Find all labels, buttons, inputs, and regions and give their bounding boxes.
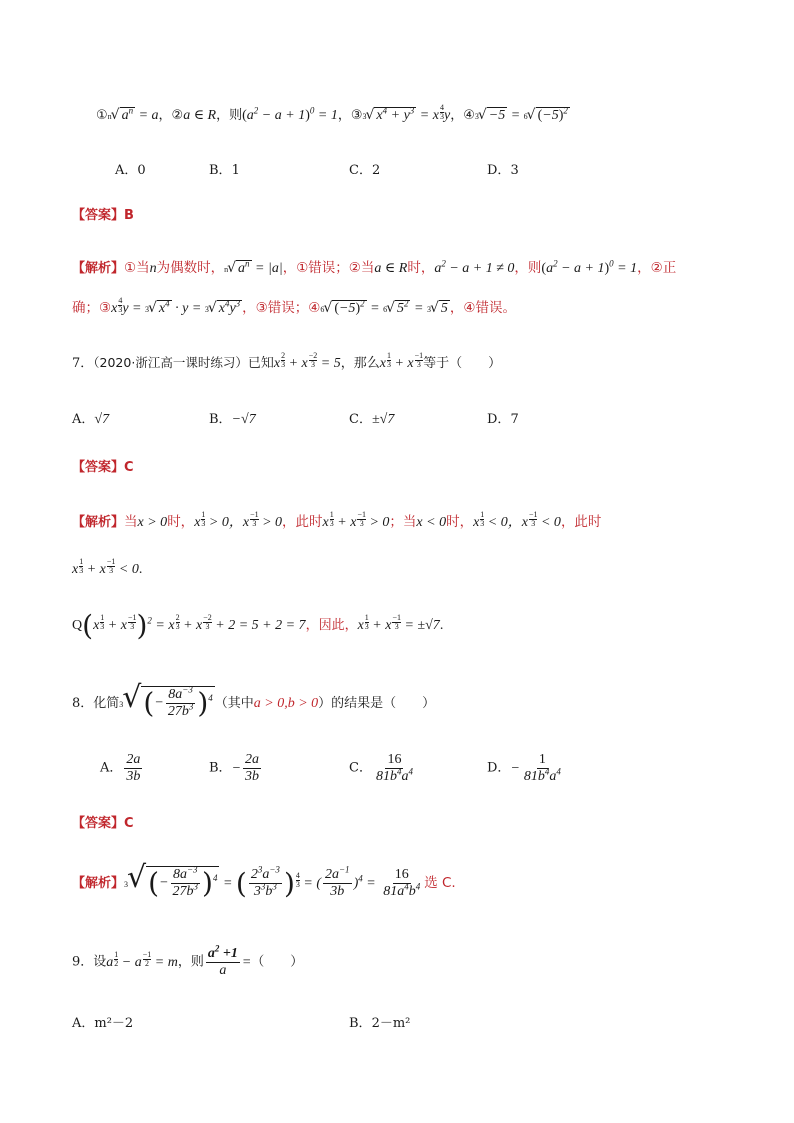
question-source: （2020·浙江高一课时练习） [93, 355, 248, 370]
q8-analysis [72, 860, 456, 900]
analysis-text: 时， [446, 514, 474, 530]
q8-answer [72, 812, 134, 831]
q9-option-a[interactable] [72, 1012, 133, 1031]
analysis-text: ①当 [124, 260, 150, 276]
q6-option-b[interactable] [209, 159, 240, 178]
analysis-expr: $a^2 - a + 1 \ne 0$ [434, 258, 515, 276]
q6-sep-4: ，④ [450, 108, 475, 123]
analysis-text: ，则 [514, 260, 542, 276]
question-text: ，则 [177, 954, 204, 970]
q9-statement [72, 943, 304, 979]
analysis-text: ，④错误。 [449, 300, 516, 316]
analysis-expr: x $\frac{1}{3}$ > 0，x $\frac{-1}{3}$ > 0 [194, 510, 283, 530]
q6-expr-3: $(a^2 - a + 1)^0 = 1$ [242, 105, 338, 123]
analysis-text: ，此时 [560, 514, 602, 530]
question-text: 设 [93, 954, 107, 970]
analysis-text: 确；③ [72, 300, 112, 316]
option-value: ±√7 [371, 412, 395, 427]
option-value: 0 [137, 163, 146, 178]
analysis-text: ，②正 [637, 260, 677, 276]
q7-given-expr: x $\frac{2}{3}$ + x $\frac{-2}{3}$ = 5 [273, 351, 341, 371]
analysis-expr: x < 0 [416, 515, 447, 530]
option-letter: A． [100, 760, 123, 776]
q8-option-c[interactable] [349, 752, 417, 785]
q6-expr-2: a ∈ R [183, 108, 217, 123]
q7-analysis-line-1 [72, 510, 601, 531]
option-letter: A． [72, 412, 95, 427]
option-letter: D． [487, 760, 511, 776]
q8-statement [72, 680, 435, 720]
q6-option-a[interactable] [115, 159, 146, 178]
analysis-text: 选 C. [424, 875, 456, 891]
question-text: （ ） [251, 954, 304, 970]
q6-sep-3: ，③ [337, 108, 363, 123]
answer-value: C [124, 816, 134, 831]
answer-label: 【答案】 [72, 460, 125, 475]
option-letter: D． [487, 412, 511, 427]
analysis-expr: a ∈ R [374, 261, 408, 276]
analysis-expr: x $\frac{1}{3}$ + x $\frac{-1}{3}$ < 0. [72, 557, 143, 577]
analysis-text: ，①错误；②当 [282, 260, 375, 276]
q9-option-b[interactable] [349, 1012, 410, 1031]
q6-expr-4: 3 √ $x^4 + y^3$ = x $\frac{4}{3}$ y [362, 103, 451, 123]
answer-label: 【答案】 [72, 208, 125, 223]
q8-option-b[interactable] [209, 752, 263, 785]
option-value: √7 [94, 412, 110, 427]
option-value: 2 [371, 163, 381, 178]
question-number: 8． [72, 696, 94, 711]
q6-analysis-line-2 [72, 296, 516, 317]
option-value: $\frac{2a}{3b}$ [126, 752, 141, 784]
analysis-text: 当 [124, 514, 138, 530]
q6-statement [96, 104, 570, 124]
q6-expr-1: n √ $a^n$ = a [107, 105, 159, 123]
option-letter: B． [209, 760, 232, 776]
analysis-text: ，此时 [282, 514, 323, 530]
analysis-expr: 3 √ (− $\frac{8a^{-3}}{27b^3}$ )$^4$ = ( $\frac{2^3a^{-3}}{3^3b^3}$ ) $\frac{4}{3}$ = ( $\frac{2a^{-1}}{3b}$ )$^4$ = $\frac{16}{81a^4b^4}$ [124, 860, 421, 900]
option-letter: B． [349, 1016, 372, 1031]
q6-option-d[interactable] [487, 159, 519, 178]
analysis-expr: n √ $a^n$ = |a| [224, 258, 283, 276]
option-value: − $\frac{1}{81b^4a^4}$ [510, 752, 561, 784]
option-value: $\frac{16}{81b^4a^4}$ [375, 752, 413, 784]
var-n: n [149, 261, 157, 276]
question-text: ）的结果是（ ） [318, 696, 436, 711]
q7-statement [72, 352, 501, 372]
analysis-expr: x $\frac{1}{3}$ < 0，x $\frac{-1}{3}$ < 0 [473, 510, 561, 530]
question-number: 9． [72, 954, 94, 970]
answer-value: B [124, 208, 134, 223]
analysis-label: 【解析】 [72, 261, 125, 276]
option-value: m²－2 [94, 1016, 134, 1031]
analysis-expr: 6 √ $(-5)^2$ = 6 √ $5^2$ = 3 √ 5 [320, 298, 448, 316]
analysis-text: ，③错误；④ [242, 300, 321, 316]
q7-option-d[interactable] [487, 408, 519, 427]
q9-given-expr: a $\frac{1}{2}$ − a $\frac{-1}{2}$ = m [106, 949, 178, 970]
q8-option-d[interactable] [487, 752, 565, 785]
option-value: 2－m² [371, 1016, 411, 1031]
q6-sep-2: ，则 [216, 108, 243, 123]
analysis-label: 【解析】 [72, 515, 125, 530]
q6-sep-1: ，② [158, 108, 184, 123]
q7-option-c[interactable] [349, 408, 394, 428]
q6-option-c[interactable] [349, 159, 380, 178]
analysis-expr: Q(x $\frac{1}{3}$ + x $\frac{-1}{3}$ )$^2$ = x $\frac{2}{3}$ + x $\frac{-2}{3}$ + 2 = 5 + 2 = 7 [72, 608, 306, 642]
question-text: 等于（ ） [423, 356, 502, 371]
option-value: −√7 [231, 412, 256, 427]
answer-label: 【答案】 [72, 816, 125, 831]
question-number: 7． [72, 356, 94, 371]
analysis-text: ，因此， [305, 618, 358, 633]
q8-option-a[interactable] [100, 752, 144, 785]
option-letter: D． [487, 163, 511, 178]
q8-expr: 3 √ (− $\frac{8a^{-3}}{27b^3}$ )$^4$ [119, 680, 213, 720]
q9-target-expr: $\frac{a^2 +1}{a}$ = [207, 943, 252, 978]
analysis-expr: x $\frac{1}{3}$ + x $\frac{-1}{3}$ = ±√7. [357, 613, 444, 633]
analysis-expr: x > 0 [137, 515, 168, 530]
q8-condition: a > 0,b > 0 [253, 696, 319, 711]
question-text: （其中 [214, 696, 254, 711]
analysis-text: 时， [407, 260, 435, 276]
question-text: ，那么 [340, 356, 380, 371]
q7-answer [72, 456, 134, 475]
option-letter: A． [115, 163, 138, 178]
option-value: 3 [510, 163, 519, 178]
analysis-expr: $(a^2 - a + 1)^0 = 1$ [541, 258, 638, 276]
q7-analysis-line-2 [72, 558, 142, 578]
q6-circle-1: ① [96, 108, 108, 123]
answer-value: C [124, 460, 134, 475]
option-letter: C． [349, 163, 372, 178]
option-value: − $\frac{2a}{3b}$ [231, 752, 260, 784]
q7-analysis-line-3 [72, 608, 444, 642]
q7-option-b[interactable] [209, 408, 256, 428]
option-value: 7 [510, 412, 519, 427]
option-letter: B． [209, 163, 232, 178]
q7-target-expr: x $\frac{1}{3}$ + x $\frac{-1}{3}$ [379, 351, 424, 371]
analysis-text: ；当 [389, 514, 417, 530]
option-letter: C． [349, 760, 372, 776]
option-letter: A． [72, 1016, 95, 1031]
analysis-text: 时， [167, 514, 195, 530]
option-value: 1 [231, 163, 240, 178]
analysis-text: 为偶数时， [156, 260, 225, 276]
analysis-expr: x $\frac{1}{3}$ + x $\frac{-1}{3}$ > 0 [322, 510, 390, 530]
q7-option-a[interactable] [72, 408, 109, 428]
q6-answer [72, 204, 134, 223]
option-letter: B． [209, 412, 232, 427]
option-letter: C． [349, 412, 372, 427]
q6-expr-5: 3 √ −5 = 6 √ $(-5)^2$ [474, 105, 568, 123]
question-text: 已知 [247, 356, 274, 371]
q6-analysis-line-1 [72, 256, 676, 277]
question-text: 化简 [93, 696, 120, 711]
analysis-label: 【解析】 [72, 876, 125, 891]
analysis-expr: x $\frac{4}{3}$ y = 3 √ $x^4$ · y = 3 √ $x^4y^3$ [111, 296, 241, 316]
